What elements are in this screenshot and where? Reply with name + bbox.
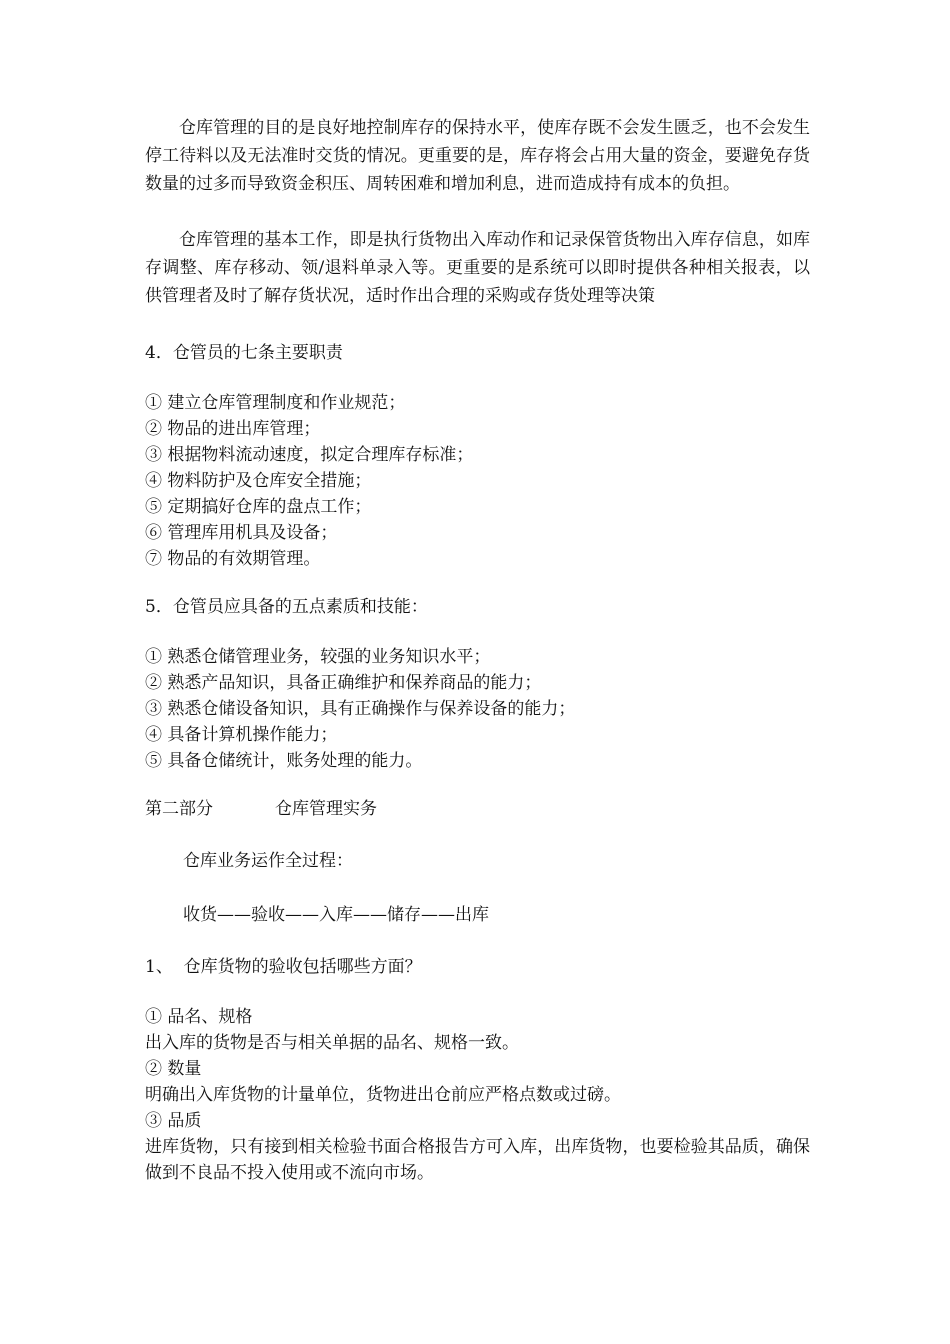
spacer: [145, 874, 810, 902]
list-item: ① 建立仓库管理制度和作业规范；: [145, 393, 406, 413]
spacer: [145, 822, 810, 848]
part-2-label: 第二部分: [145, 799, 213, 819]
list-item: ④ 物料防护及仓库安全措施；: [145, 471, 372, 491]
process-flow: 收货——验收——入库——储存——出库: [183, 905, 489, 925]
aspect-name: ② 数量: [145, 1059, 202, 1079]
spacer: [145, 310, 810, 340]
list-item: ⑦ 物品的有效期管理。: [145, 549, 321, 569]
list-item: ③ 熟悉仓储设备知识，具有正确操作与保养设备的能力；: [145, 699, 576, 719]
list-item: ① 熟悉仓储管理业务，较强的业务知识水平；: [145, 647, 491, 667]
list-item: ② 物品的进出库管理；: [145, 419, 321, 439]
aspect-name: ① 品名、规格: [145, 1007, 253, 1027]
spacer: [145, 980, 810, 1004]
spacer: [145, 774, 810, 796]
list-item: ⑤ 定期搞好仓库的盘点工作；: [145, 497, 372, 517]
process-intro: 仓库业务运作全过程：: [183, 851, 353, 871]
spacer: [145, 620, 810, 644]
intro-paragraph-2: 仓库管理的基本工作，即是执行货物出入库动作和记录保管货物出入库存信息，如库存调整、库存移动、领/退料单录入等。更重要的是系统可以即时提供各种相关报表，以供管理者及时了解存货状况，适时作出合理的采购或存货处理等决策: [145, 230, 810, 306]
spacer: [145, 366, 810, 390]
section-5-title: 5．仓管员应具备的五点素质和技能：: [145, 597, 428, 617]
list-item: ② 熟悉产品知识，具备正确维护和保养商品的能力；: [145, 673, 542, 693]
list-item: ⑤ 具备仓储统计，账务处理的能力。: [145, 751, 423, 771]
part-2-heading: [145, 796, 810, 822]
section-4-title: 4．仓管员的七条主要职责: [145, 343, 343, 363]
spacer: [145, 572, 810, 594]
aspect-description: 明确出入库货物的计量单位，货物进出仓前应严格点数或过磅。: [145, 1085, 621, 1105]
list-item: ⑥ 管理库用机具及设备；: [145, 523, 338, 543]
section-4-list: [145, 390, 810, 572]
intro-paragraph-1: 仓库管理的目的是良好地控制库存的保持水平，使库存既不会发生匮乏，也不会发生停工待料以及无法准时交货的情况。更重要的是，库存将会占用大量的资金，要避免存货数量的过多而导致资金积压、周转困难和增加利息，进而造成持有成本的负担。: [145, 118, 810, 194]
part-2-title: 仓库管理实务: [275, 799, 377, 819]
aspect-name: ③ 品质: [145, 1111, 202, 1131]
aspect-description: 进库货物，只有接到相关检验书面合格报告方可入库，出库货物，也要检验其品质，确保做到不良品不投入使用或不流向市场。: [145, 1137, 810, 1183]
document-page: [145, 114, 810, 1186]
question-1-title: 1、 仓库货物的验收包括哪些方面？: [145, 957, 422, 977]
spacer: [145, 928, 810, 954]
list-item: ④ 具备计算机操作能力；: [145, 725, 338, 745]
section-5-list: [145, 644, 810, 774]
question-1-aspects: [145, 1004, 810, 1186]
spacer: [145, 198, 810, 226]
list-item: ③ 根据物料流动速度，拟定合理库存标准；: [145, 445, 474, 465]
aspect-description: 出入库的货物是否与相关单据的品名、规格一致。: [145, 1033, 519, 1053]
